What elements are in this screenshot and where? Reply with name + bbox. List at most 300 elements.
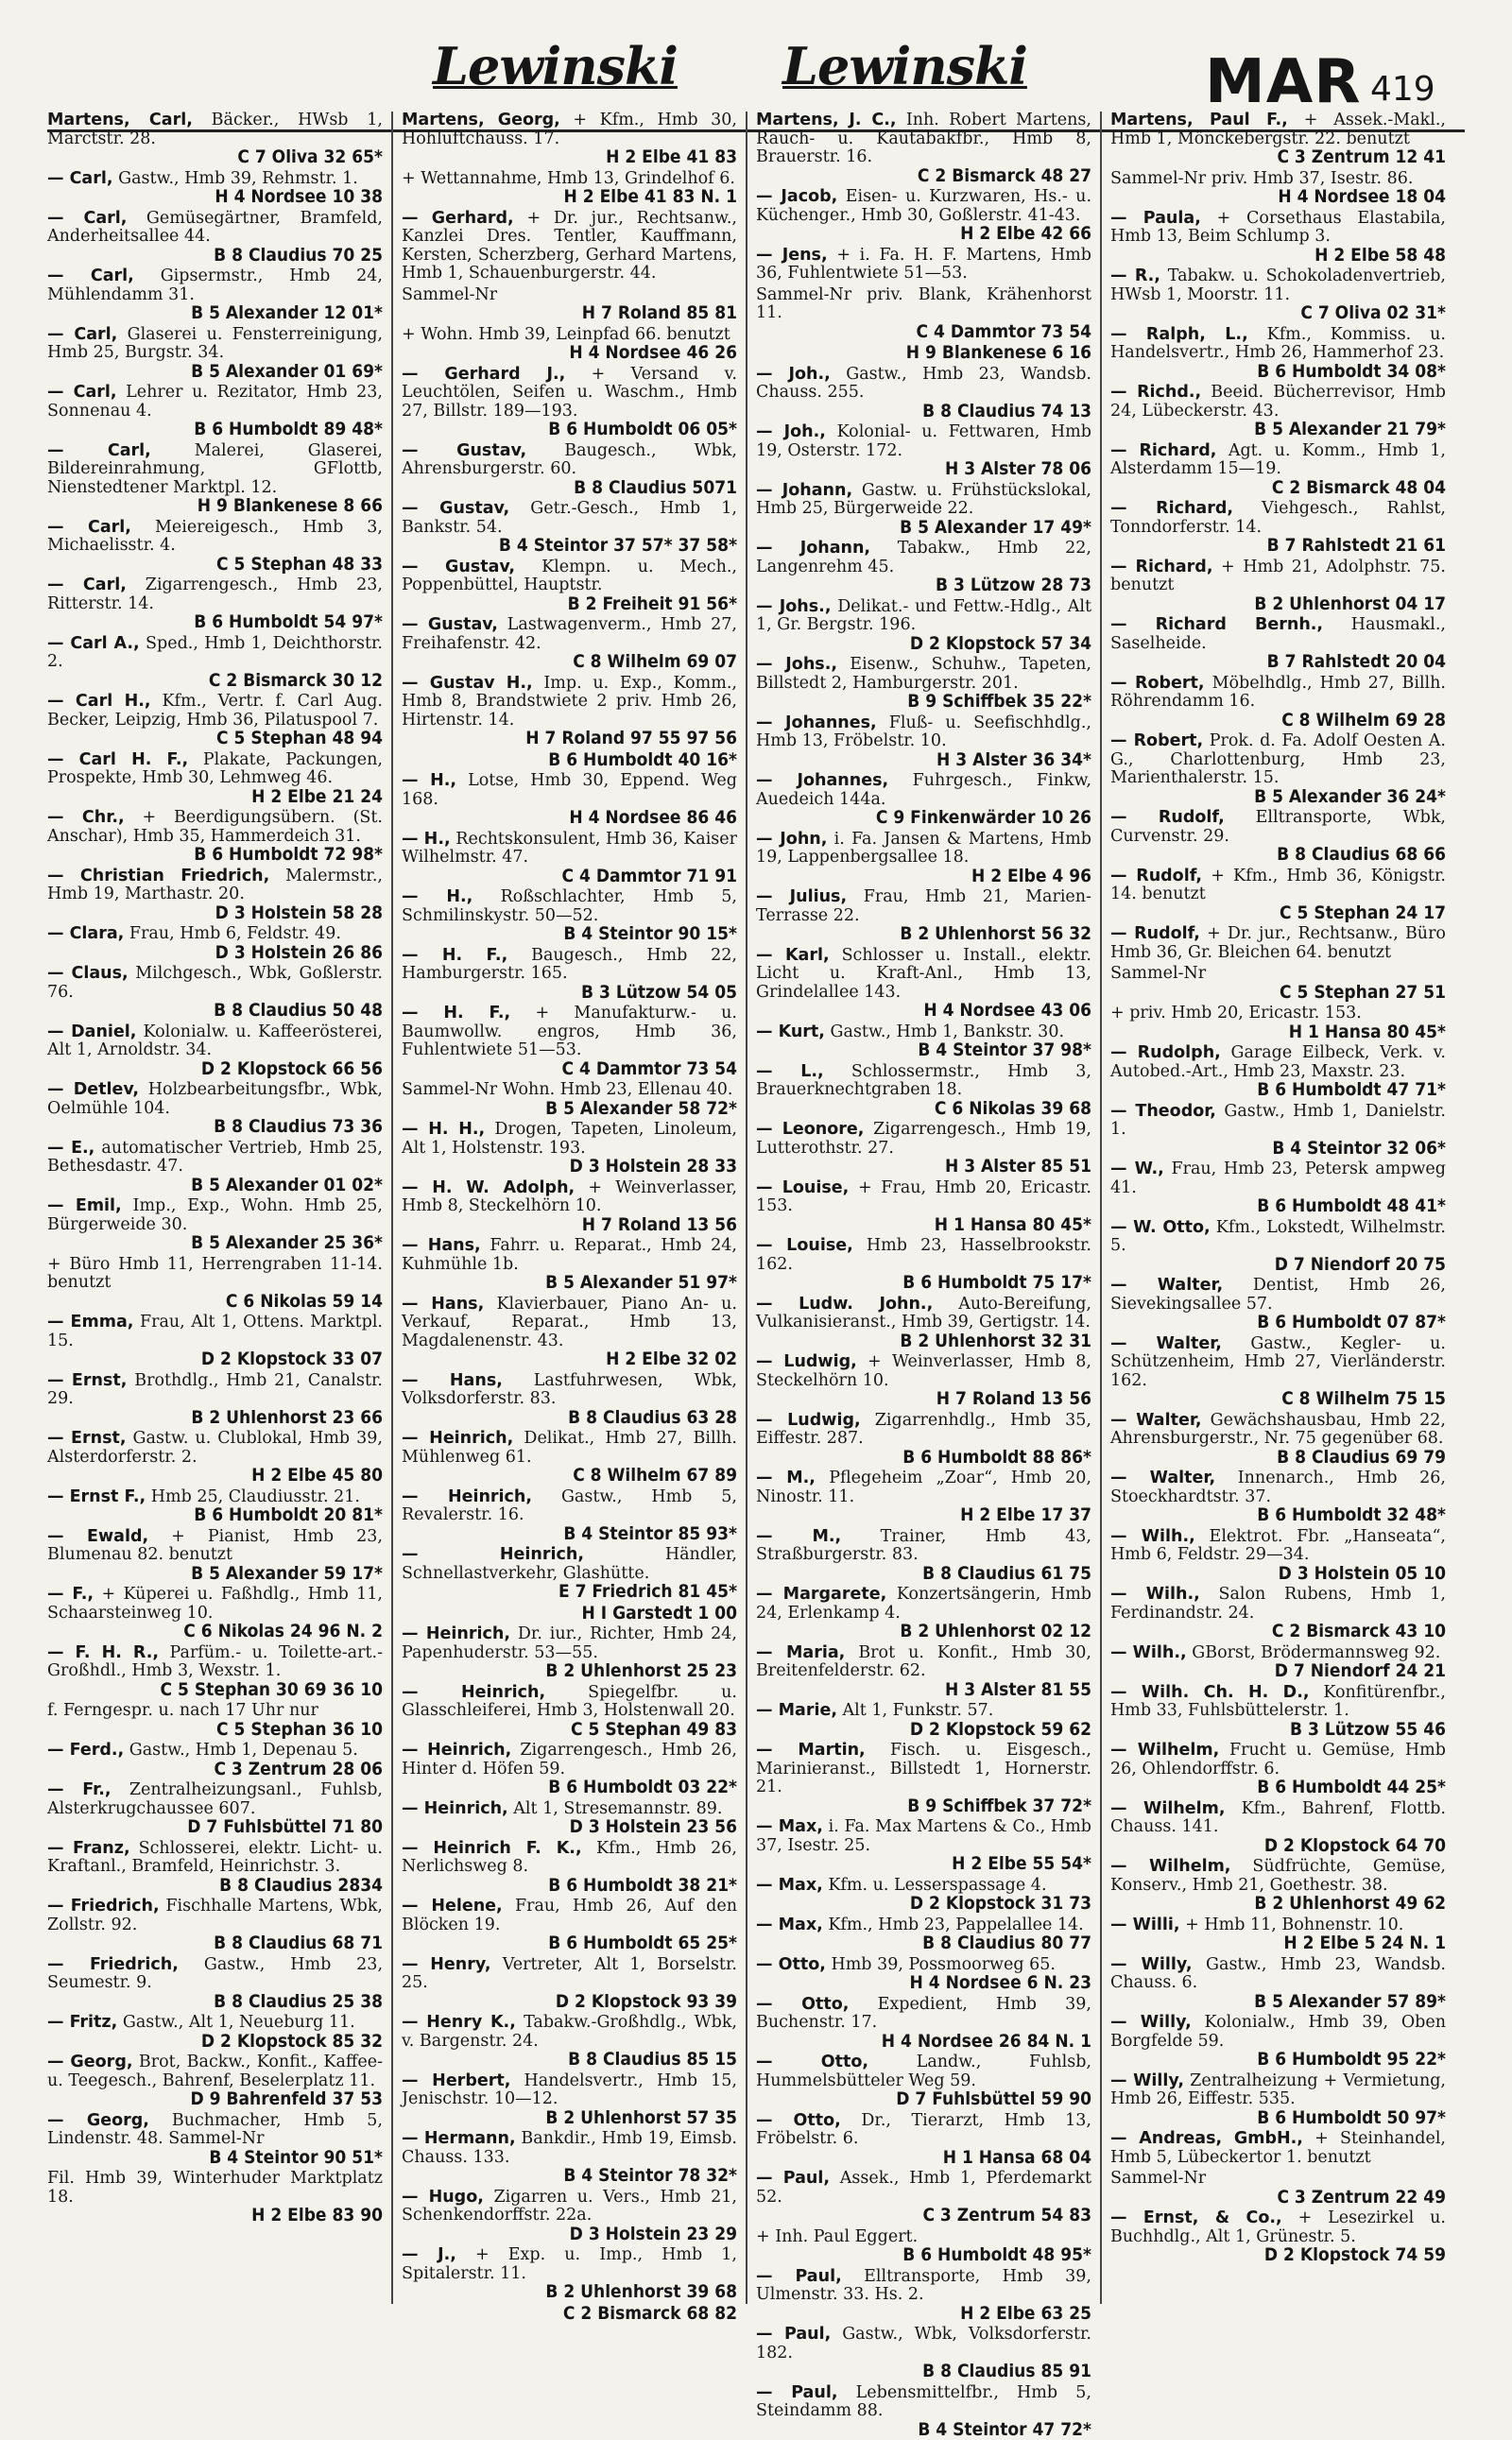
directory-entry — [1110, 112, 1446, 167]
entry-name: — Johann, — [756, 539, 871, 558]
column-1 — [47, 112, 383, 2304]
entry-details: Pflegeheim „Zoar“, Hmb 20, Ninostr. 11. — [756, 1469, 1091, 1506]
entry-details: Zigarrenhdlg., Hmb 35, Eiffestr. 287. — [756, 1410, 1091, 1448]
entry-phone: H 2 Elbe 83 90 — [251, 2205, 383, 2225]
directory-entry — [1110, 1103, 1446, 1159]
column-divider — [746, 112, 747, 2304]
directory-entry — [1110, 442, 1446, 498]
entry-phone: H 7 Roland 97 55 97 56 — [525, 728, 737, 748]
entry-name: — Wilh., — [1110, 1526, 1195, 1546]
entry-name: — Wilhelm, — [1110, 1798, 1226, 1818]
entry-name: — Joh., — [756, 422, 826, 441]
entry-details: Kfm., Lokstedt, Wilhelmstr. 5. — [1110, 1217, 1446, 1255]
entry-phone: C 3 Zentrum 54 83 — [922, 2205, 1091, 2225]
entry-name: — Ernst, & Co., — [1110, 2208, 1282, 2227]
entry-details: Lehrer u. Rezitator, Hmb 23, Sonnenau 4. — [47, 383, 383, 421]
entry-name: — Otto, — [756, 2110, 841, 2130]
entry-details: + Exp. u. Imp., Hmb 1, Spitalerstr. 11. — [402, 2245, 737, 2283]
entry-name: — F., — [47, 1585, 94, 1604]
entry-details: Handelsvertr., Hmb 15, Jenischstr. 10—12. — [402, 2071, 737, 2108]
entry-name: — Ernst, — [47, 1429, 127, 1448]
directory-entry — [1110, 1412, 1446, 1468]
entry-name: — Clara, — [47, 924, 125, 943]
directory-entry — [1110, 1469, 1446, 1525]
entry-details: Lotse, Hmb 30, Eppend. Weg 168. — [402, 771, 737, 809]
entry-name: — Paul, — [756, 2382, 838, 2402]
entry-name: — H., — [402, 829, 451, 849]
entry-details: Innenarch., Hmb 26, Stoeckhardtstr. 37. — [1110, 1469, 1446, 1506]
entry-details: Drogen, Tapeten, Linoleum, Alt 1, Holstenstr. 193. — [402, 1120, 737, 1158]
entry-phone: D 3 Holstein 26 86 — [215, 941, 383, 963]
entry-details: Frau, Hmb 6, Feldstr. 49. — [129, 924, 341, 943]
directory-entry — [47, 1898, 383, 1953]
entry-name: Martens, Paul F., — [1110, 111, 1288, 129]
directory-entry — [402, 748, 737, 770]
entry-details: + Beerdigungsübern. (St. Anschar), Hmb 35, Hammerdeich 31. — [47, 808, 383, 846]
entry-name: — Hugo, — [402, 2187, 484, 2207]
entry-phone: B 8 Claudius 85 15 — [568, 2049, 737, 2070]
entry-details: + Weinverlasser, Hmb 8, Steckelhörn 10. — [402, 1177, 737, 1215]
directory-entry — [402, 1684, 737, 1740]
directory-entry — [402, 1237, 737, 1293]
entry-details: + Inh. Paul Eggert. — [756, 2226, 919, 2246]
entry-phone: D 2 Klopstock 33 07 — [200, 1349, 383, 1369]
entry-name: — Gustav, — [402, 440, 527, 460]
entry-phone: C 6 Nikolas 39 68 — [934, 1097, 1091, 1119]
entry-details: + Küperei u. Faßhdlg., Hmb 11, Schaarsteinweg 10. — [47, 1585, 383, 1623]
entry-details: Kfm., Bahrenf, Flottb. Chauss. 141. — [1110, 1798, 1446, 1836]
entry-details: Zigarrengesch., Hmb 23, Ritterstr. 14. — [47, 576, 383, 613]
entry-phone: B 6 Humboldt 47 71* — [1257, 1079, 1446, 1100]
entry-name: — L., — [756, 1061, 824, 1081]
entry-phone: B 2 Freiheit 91 56* — [567, 593, 737, 614]
directory-entry — [402, 558, 737, 614]
entry-phone: B 2 Uhlenhorst 56 32 — [900, 923, 1091, 944]
entry-details: Zigarren u. Vers., Hmb 21, Schenkendorffstr. 22a. — [402, 2187, 737, 2225]
directory-entry — [1110, 558, 1446, 614]
entry-name: — Carl H., — [47, 692, 151, 711]
entry-name: — Ralph, L., — [1110, 324, 1248, 344]
entry-details: Auto-Bereifung, Vulkanisieranst., Hmb 39, Gertigstr. 14. — [756, 1294, 1091, 1332]
entry-phone: C 6 Nikolas 24 96 N. 2 — [183, 1621, 383, 1641]
directory-entry — [1110, 616, 1446, 672]
entry-name: — Carl H. F., — [47, 749, 189, 769]
directory-entry — [756, 2053, 1091, 2109]
entry-phone: H 2 Elbe 41 83 — [606, 146, 737, 167]
running-head-left: Lewinski — [433, 36, 678, 96]
entry-phone: B 5 Alexander 17 49* — [900, 516, 1091, 538]
entry-name: — W., — [1110, 1160, 1164, 1178]
directory-entry — [402, 1956, 737, 2012]
directory-entry — [1110, 2014, 1446, 2070]
directory-entry — [756, 1353, 1091, 1409]
entry-phone: B 8 Claudius 74 13 — [922, 400, 1091, 421]
entry-phone: H 3 Alster 36 34* — [936, 748, 1091, 770]
entry-details: Agt. u. Komm., Hmb 1, Alsterdamm 15—19. — [1110, 440, 1446, 478]
entry-details: Bäcker., HWsb 1, Marctstr. 28. — [47, 111, 383, 148]
entry-details: Viehgesch., Rahlst, Tonndorferstr. 14. — [1110, 499, 1446, 537]
entry-details: Baugesch., Wbk, Ahrensburgerstr. 60. — [402, 440, 737, 478]
directory-entry — [47, 1197, 383, 1253]
entry-details: Milchgesch., Wbk, Goßlerstr. 76. — [47, 964, 383, 1002]
entry-details: Brot, Backw., Konfit., Kaffee- u. Teegesch., Bahrenf, Beselerplatz 11. — [47, 2053, 383, 2090]
entry-phone: B 6 Humboldt 48 95* — [902, 2244, 1091, 2265]
entry-details: Sped., Hmb 1, Deichthorstr. 2. — [47, 633, 383, 671]
entry-phone: B 8 Claudius 63 28 — [568, 1406, 737, 1428]
entry-phone: D 3 Holstein 23 29 — [569, 2223, 737, 2244]
directory-entry — [402, 947, 737, 1003]
entry-details: Möbelhdlg., Hmb 27, Billh. Röhrendamm 16. — [1110, 673, 1446, 711]
directory-entry — [47, 1140, 383, 1195]
entry-phone: B 5 Alexander 59 17* — [191, 1562, 383, 1584]
entry-phone: D 3 Holstein 23 56 — [569, 1816, 737, 1837]
directory-entry — [756, 1528, 1091, 1584]
entry-details: Salon Rubens, Hmb 1, Ferdinandstr. 24. — [1110, 1585, 1446, 1623]
entry-name: — Herbert, — [402, 2071, 511, 2090]
entry-details: Frau, Alt 1, Ottens. Marktpl. 15. — [47, 1313, 383, 1350]
directory-entry — [1110, 1005, 1446, 1041]
directory-entry — [47, 170, 383, 207]
directory-entry — [402, 210, 737, 284]
directory-entry — [1110, 1160, 1446, 1216]
entry-name: — J., — [402, 2245, 456, 2264]
entry-name: — Hans, — [402, 1236, 481, 1255]
entry-name: — Gustav H., — [402, 673, 533, 693]
entry-name: — Carl A., — [47, 633, 140, 653]
entry-phone: B 4 Steintor 47 72* — [918, 2418, 1091, 2440]
directory-entry — [47, 635, 383, 691]
directory-entry — [402, 500, 737, 556]
entry-phone: B 6 Humboldt 06 05* — [548, 419, 737, 439]
directory-entry — [756, 1644, 1091, 1700]
entry-details: Südfrüchte, Gemüse, Konserv., Hmb 21, Goethestr. 38. — [1110, 1857, 1446, 1895]
entry-name: Martens, J. C., — [756, 111, 897, 129]
column-2 — [402, 111, 737, 2324]
entry-details: Händler, Schnellastverkehr, Glashütte. — [402, 1545, 737, 1583]
entry-details: Hausmakl., Saselheide. — [1110, 615, 1446, 653]
directory-entry — [47, 1644, 383, 1700]
entry-name: — Jens, — [756, 245, 828, 265]
entry-details: Eisen- u. Kurzwaren, Hs.- u. Küchenger., Hmb 30, Goßlerstr. 41-43. — [756, 187, 1092, 225]
directory-entry — [756, 1916, 1091, 1953]
directory-entry — [1110, 868, 1446, 923]
entry-phone: D 3 Holstein 05 10 — [1278, 1562, 1446, 1584]
entry-phone: B 8 Claudius 68 66 — [1277, 844, 1446, 865]
directory-entry — [402, 2130, 737, 2186]
entry-name: — Robert, — [1110, 731, 1204, 750]
entry-details: Fluß- u. Seefischhdlg., Hmb 13, Fröbelstr. 10. — [756, 713, 1091, 750]
directory-entry — [402, 675, 737, 748]
directory-entry — [47, 2014, 383, 2051]
entry-name: — Carl, — [47, 266, 134, 285]
directory-entry — [47, 2053, 383, 2109]
directory-entry — [1110, 809, 1446, 865]
directory-entry — [756, 188, 1091, 244]
directory-entry — [402, 2072, 737, 2128]
directory-entry — [402, 1005, 737, 1078]
entry-phone: C 5 Stephan 48 33 — [216, 553, 383, 575]
entry-details: Trainer, Hmb 43, Straßburgerstr. 83. — [756, 1526, 1091, 1564]
directory-entry — [756, 1742, 1091, 1815]
entry-details: Schlossermstr., Hmb 3, Brauerknechtgraben 18. — [756, 1061, 1091, 1099]
entry-details: Gastw., Kegler- u. Schützenheim, Hmb 27, Vierländerstr. 162. — [1110, 1333, 1446, 1390]
entry-phone: B 8 Claudius 69 79 — [1277, 1446, 1446, 1468]
entry-phone: B 5 Alexander 25 36* — [191, 1232, 383, 1253]
directory-entry — [1110, 1800, 1446, 1856]
entry-name: — Richd., — [1110, 383, 1202, 402]
entry-details: + Weinverlasser, Hmb 8, Steckelhörn 10. — [756, 1352, 1091, 1390]
directory-entry — [402, 1430, 737, 1486]
entry-details: automatischer Vertrieb, Hmb 25, Bethesdastr. 47. — [47, 1138, 383, 1176]
entry-name: — Johannes, — [756, 771, 889, 790]
entry-phone: B 8 Claudius 50 48 — [214, 1000, 383, 1021]
directory-entry — [47, 693, 383, 748]
entry-phone: D 2 Klopstock 31 73 — [909, 1893, 1091, 1914]
directory-entry — [47, 751, 383, 807]
entry-details: Landw., Fuhlsb, Hummelsbütteler Weg 59. — [756, 2053, 1091, 2090]
entry-name: — Heinrich, — [402, 1545, 584, 1564]
entry-name: — Carl, — [47, 168, 113, 188]
directory-entry — [1110, 1916, 1446, 1953]
directory-entry — [756, 888, 1091, 944]
entry-name: — Helene, — [402, 1897, 503, 1916]
entry-name: — Richard Bernh., — [1110, 615, 1324, 634]
entry-phone: B 6 Humboldt 89 48* — [194, 419, 383, 439]
entry-phone: B 2 Uhlenhorst 39 68 — [545, 2281, 737, 2302]
entry-details: Brothdlg., Hmb 21, Canalstr. 29. — [47, 1370, 383, 1408]
entry-name: — H., — [402, 771, 457, 790]
entry-phone: C 9 Finkenwärder 10 26 — [875, 807, 1091, 828]
entry-details: Elektrot. Fbr. „Hanseata“, Hmb 6, Feldstr. 29—34. — [1110, 1526, 1446, 1564]
entry-details: Gastw., Alt 1, Neueburg 11. — [122, 2013, 355, 2032]
entry-phone: C 8 Wilhelm 69 28 — [1281, 709, 1446, 730]
entry-phone: H 2 Elbe 55 54* — [952, 1853, 1091, 1874]
entry-details: + Pianist, Hmb 23, Blumenau 82. benutzt — [47, 1526, 383, 1564]
entry-details: Alt 1, Funkstr. 57. — [842, 1701, 994, 1720]
entry-details: Plakate, Packungen, Prospekte, Hmb 30, Lehmweg 46. — [47, 749, 383, 787]
entry-details: + Versand v. Leuchtölen, Seifen u. Waschm., Hmb 27, Billstr. 189—193. — [402, 364, 737, 421]
entry-details: Gastw., Wbk, Volksdorferstr. 182. — [756, 2325, 1091, 2363]
entry-details: Frucht u. Gemüse, Hmb 26, Ohlendorffstr. 6. — [1110, 1741, 1446, 1778]
entry-name: — M., — [756, 1526, 842, 1546]
entry-phone: H 1 Hansa 80 45* — [934, 1213, 1091, 1235]
directory-entry — [47, 1372, 383, 1428]
entry-details: Lastwagenverm., Hmb 27, Freihafenstr. 42. — [402, 615, 737, 653]
entry-name: — H. F., — [402, 1004, 511, 1022]
entry-details: + Steinhandel, Hmb 5, Lübeckertor 1. benutzt — [1110, 2129, 1446, 2167]
entry-name: — R., — [1110, 266, 1160, 285]
entry-phone: H 7 Roland 13 56 — [581, 1213, 737, 1235]
directory-entry — [756, 1956, 1091, 1993]
entry-details: Fuhrgesch., Finkw, Auedeich 144a. — [756, 771, 1091, 809]
entry-phone: B 4 Steintor 90 15* — [563, 923, 737, 944]
entry-phone: D 2 Klopstock 93 39 — [555, 1990, 737, 2012]
entry-name: — Walter, — [1110, 1276, 1224, 1295]
entry-details: Gastw., Hmb 23, Wandsb. Chauss. 255. — [756, 364, 1091, 402]
entry-name: — Ernst, — [47, 1370, 128, 1390]
entry-phone: B 2 Uhlenhorst 04 17 — [1254, 593, 1446, 614]
directory-entry — [1110, 925, 1446, 962]
directory-entry — [47, 1781, 383, 1837]
entry-details: Gastw., Hmb 5, Revalerstr. 16. — [402, 1486, 737, 1524]
entry-name: — F. H. R., — [47, 1642, 160, 1662]
directory-entry — [756, 947, 1091, 1021]
entry-details: Gipsermstr., Hmb 24, Mühlendamm 31. — [47, 266, 383, 304]
directory-entry — [402, 1488, 737, 1544]
entry-name: — Otto, — [756, 1994, 850, 2014]
directory-entry — [402, 170, 737, 207]
entry-details: + Büro Hmb 11, Herrengraben 11-14. benutzt — [47, 1254, 383, 1292]
entry-phone: C 4 Dammtor 73 54 — [561, 1057, 737, 1079]
entry-name: — Willy, — [1110, 1954, 1193, 1974]
entry-phone: H 3 Alster 85 51 — [944, 1156, 1091, 1177]
entry-name: — Max, — [756, 1875, 823, 1895]
entry-phone: H 2 Elbe 21 24 — [251, 785, 383, 807]
entry-phone: B 6 Humboldt 34 08* — [1257, 360, 1446, 382]
directory-entry — [402, 326, 737, 363]
directory-entry — [47, 2170, 383, 2225]
entry-name: — Gerhard, — [402, 208, 514, 228]
entry-phone: B 3 Lützow 28 73 — [936, 575, 1091, 595]
entry-name: — Max, — [756, 1915, 823, 1934]
entry-name: — Ludw. John., — [756, 1294, 934, 1314]
entry-details: Brot u. Konfit., Hmb 30, Breitenfelderstr. 62. — [756, 1642, 1091, 1680]
directory-entry — [756, 1877, 1091, 1914]
entry-phone: D 2 Klopstock 59 62 — [909, 1718, 1091, 1740]
entry-details: Delikat.- und Fettw.-Hdlg., Alt 1, Gr. Bergstr. 196. — [756, 596, 1091, 634]
directory-entry — [47, 1956, 383, 2012]
directory-entry — [1110, 1684, 1446, 1740]
entry-details: Sammel-Nr — [1110, 964, 1207, 983]
entry-phone: B 6 Humboldt 38 21* — [548, 1874, 737, 1896]
entry-details: Assek., Hmb 1, Pferdemarkt 52. — [756, 2169, 1091, 2207]
entry-name: — Wilhelm, — [1110, 1857, 1231, 1876]
directory-entry — [756, 1412, 1091, 1468]
directory-entry — [756, 1121, 1091, 1177]
directory-entry — [47, 519, 383, 575]
entry-phone: B 2 Uhlenhorst 32 31 — [900, 1330, 1091, 1351]
entry-phone: B 2 Uhlenhorst 25 23 — [545, 1660, 737, 1681]
entry-phone: C 2 Bismarck 48 27 — [917, 164, 1091, 186]
entry-name: — Theodor, — [1110, 1101, 1216, 1121]
directory-entry — [47, 112, 383, 167]
entry-name: — Carl, — [47, 576, 127, 594]
entry-details: Zigarrengesch., Hmb 19, Lutterothstr. 27. — [756, 1120, 1091, 1158]
entry-phone: B 6 Humboldt 07 87* — [1257, 1312, 1446, 1332]
entry-details: Sammel-Nr Wohn. Hmb 23, Ellenau 40. — [402, 1080, 733, 1099]
entry-phone: B 6 Humboldt 50 97* — [1257, 2106, 1446, 2128]
directory-entry — [402, 1800, 737, 1837]
entry-details: Imp., Exp., Wohn. Hmb 25, Bürgerweide 30. — [47, 1196, 383, 1234]
entry-name: — H. F., — [402, 945, 508, 965]
entry-name: — Heinrich, — [402, 1486, 533, 1506]
directory-entry — [756, 423, 1091, 479]
entry-phone: E 7 Friedrich 81 45* — [558, 1581, 737, 1602]
entry-phone: B 5 Alexander 01 69* — [191, 360, 383, 382]
directory-entry — [47, 1081, 383, 1137]
directory-entry — [402, 888, 737, 944]
entry-name: — Paul, — [756, 2266, 842, 2286]
entry-phone: H 9 Blankenese 8 66 — [197, 495, 383, 516]
entry-phone: B 6 Humboldt 44 25* — [1257, 1777, 1446, 1797]
entry-details: Klempn. u. Mech., Poppenbüttel, Hauptstr. — [402, 557, 737, 594]
entry-details: + Lesezirkel u. Buchhdlg., Alt 1, Grünestr. 5. — [1110, 2208, 1446, 2246]
directory-entry — [756, 2268, 1091, 2324]
entry-name: — Johannes, — [756, 713, 877, 732]
entry-phone: C 3 Zentrum 22 49 — [1277, 2186, 1446, 2208]
entry-details: Expedient, Hmb 39, Buchenstr. 17. — [756, 1994, 1091, 2032]
entry-details: Garage Eilbeck, Verk. v. Autobed.-Art., Hmb 23, Maxstr. 23. — [1110, 1043, 1446, 1081]
entry-name: — Detlev, — [47, 1080, 140, 1099]
entry-phone: B 4 Steintor 85 93* — [563, 1522, 737, 1544]
directory-entry — [402, 1179, 737, 1235]
directory-entry — [402, 1742, 737, 1797]
entry-name: — Rudolf, — [1110, 924, 1200, 943]
column-divider — [391, 112, 393, 2304]
entry-details: Baugesch., Hmb 22, Hamburgerstr. 165. — [402, 945, 737, 983]
directory-entry — [756, 714, 1091, 770]
directory-entry — [756, 656, 1091, 712]
entry-details: + Kfm., Hmb 30, Hohluftchauss. 17. — [402, 111, 737, 148]
directory-entry — [402, 1602, 737, 1624]
directory-entry — [402, 616, 737, 672]
entry-name: — Willy, — [1110, 2071, 1185, 2090]
entry-phone: C 3 Zentrum 12 41 — [1277, 146, 1446, 167]
entry-details: Getr.-Gesch., Hmb 1, Bankstr. 54. — [402, 499, 737, 537]
entry-name: Martens, Georg, — [402, 111, 560, 129]
directory-entry — [1110, 1219, 1446, 1275]
entry-name: — Ernst F., — [47, 1486, 146, 1506]
directory-entry — [756, 2112, 1091, 2168]
entry-name: — Hans, — [402, 1294, 485, 1314]
entry-phone: H 4 Nordsee 46 26 — [569, 342, 737, 363]
entry-phone: D 2 Klopstock 64 70 — [1263, 1834, 1446, 1856]
entry-name: — Rudolf, — [1110, 808, 1225, 827]
entry-phone: C 4 Dammtor 73 54 — [916, 320, 1091, 342]
section-letters: MAR — [1205, 47, 1362, 117]
entry-name: — Paul, — [756, 2325, 832, 2344]
directory-entry — [1110, 1742, 1446, 1797]
entry-name: — Wilh., — [1110, 1642, 1187, 1662]
directory-entry — [47, 1840, 383, 1896]
entry-details: Sammel-Nr — [1110, 2169, 1207, 2188]
entry-phone: B 4 Steintor 37 98* — [918, 1040, 1091, 1060]
entry-phone: B 8 Claudius 85 91 — [922, 2361, 1091, 2381]
entry-phone: C 4 Dammtor 71 91 — [561, 865, 737, 886]
entry-name: — Heinrich, — [402, 1429, 514, 1448]
column-3 — [756, 111, 1092, 2440]
entry-details: Bankdir., Hmb 19, Eimsb. Chauss. 133. — [402, 2129, 737, 2167]
entry-details: + Corsethaus Elastabila, Hmb 13, Beim Schlump 3. — [1110, 208, 1446, 246]
entry-phone: B 4 Steintor 32 06* — [1272, 1137, 1446, 1159]
entry-phone: B 6 Humboldt 40 16* — [548, 748, 737, 770]
entry-details: + Wettannahme, Hmb 13, Grindelhof 6. — [402, 168, 735, 188]
entry-details: i. Fa. Max Martens & Co., Hmb 37, Isestr. 25. — [756, 1817, 1091, 1855]
entry-details: + Dr. jur., Rechtsanw., Kanzlei Dres. Tentler, Kauffmann, Kersten, Scherzberg, Gerhard Martens, Hmb 1, Schauenburgerstr. 44. — [402, 208, 737, 283]
entry-details: Tabakw. u. Schokoladenvertrieb, HWsb 1, Moorstr. 11. — [1110, 266, 1446, 304]
entry-details: Gastw. u. Frühstückslokal, Hmb 25, Bürgerweide 22. — [756, 480, 1091, 518]
directory-entry — [1110, 2072, 1446, 2128]
entry-phone: H 3 Alster 81 55 — [944, 1678, 1091, 1700]
directory-entry — [47, 1586, 383, 1641]
entry-details: Zentralheizungsanl., Fuhlsb, Alsterkrugchaussee 607. — [47, 1780, 383, 1818]
entry-phone: H 2 Elbe 5 24 N. 1 — [1283, 1933, 1446, 1953]
entry-phone: H 2 Elbe 41 83 N. 1 — [563, 186, 737, 207]
directory-entry — [1110, 267, 1446, 323]
entry-name: — Gustav, — [402, 557, 516, 576]
entry-details: Elltransporte, Wbk, Curvenstr. 29. — [1110, 808, 1446, 846]
entry-phone: C 5 Stephan 24 17 — [1280, 902, 1446, 923]
